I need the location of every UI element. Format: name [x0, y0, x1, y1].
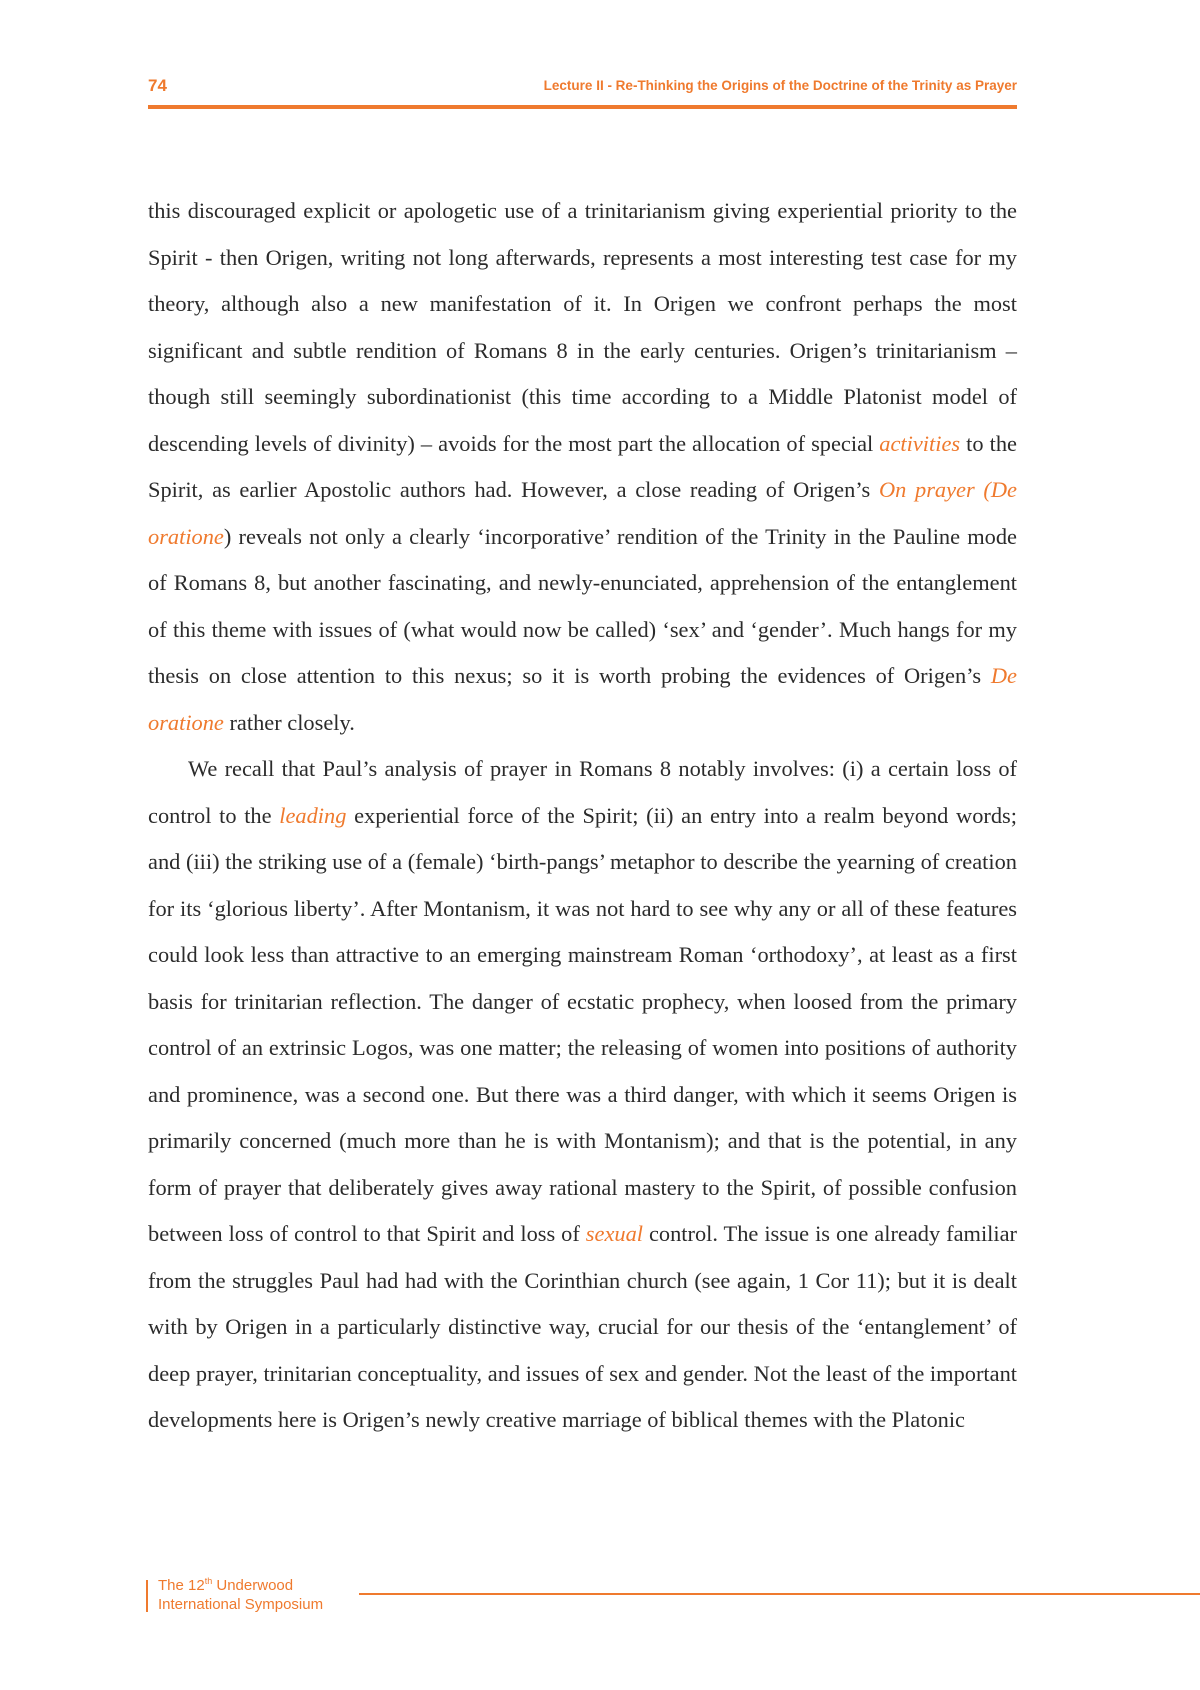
text-run: ) reveals not only a clearly ‘incorporative’ rendition of the Trinity in the Pauline mode of Romans 8, but another fascinating, and newly-enunciated, apprehension of the entanglement of this theme with issues of (what would now be called) ‘sex’ and ‘gender’. Much hangs for my thesis on close attention to this nexus; so it is worth probing the evidences of Origen’s [148, 523, 1017, 688]
page-footer [146, 1576, 1200, 1622]
text-run: to the Spirit, as earlier Apostolic authors had. However, a close reading of Origen’s [148, 430, 1017, 502]
text-run: control. The issue is one already familiar from the struggles Paul had had with the Corinthian church (see again, 1 Cor 11); but it is dealt with by Origen in a particularly distinctive way, crucial for our thesis of the ‘entanglement’ of deep prayer, trinitarian conceptuality, and issues of sex and gender. Not the least of the important developments here is Origen’s newly creative marriage of biblical themes with the Platonic [148, 1221, 1018, 1432]
page-number: 74 [148, 76, 167, 95]
footer-symposium-label [158, 1576, 323, 1614]
text-run: ( [974, 477, 991, 502]
text-run: We recall that Paul’s analysis of prayer in Romans 8 notably involves: (i) a certain loss of control to the [148, 756, 1017, 828]
footer-text: The 12 [158, 1577, 205, 1594]
header-rule [148, 105, 1017, 109]
emphasis-activities: activities [879, 430, 961, 456]
text-run: rather closely. [223, 709, 355, 735]
text-run: experiential force of the Spirit; (ii) an entry into a realm beyond words; and (iii) the striking use of a (female) ‘birth-pangs’ metaphor to describe the yearning of creation for its ‘glorious liberty’. After Montanism, it was not hard to see why any or all of these features could look less than attractive to an emerging mainstream Roman ‘orthodoxy’, at least as a first basis for trinitarian reflection. The danger of ecstatic prophecy, when loosed from the primary control of an extrinsic Logos, was one matter; the releasing of women into positions of authority and prominence, was a second one. But there was a third danger, with which it seems Origen is primarily concerned (much more than he is with Montanism); and that is the potential, in any form of prayer that deliberately gives away rational mastery to the Spirit, of possible confusion between loss of control to that Spirit and loss of [148, 802, 1017, 1246]
emphasis-de-oratione: De oratione [148, 477, 1017, 549]
text-run: this discouraged explicit or apologetic use of a trinitarianism giving experiential priority to the Spirit - then Origen, writing not long afterwards, represents a most interesting test case for my theory, although also a new manifestation of it. In Origen we confront perhaps the most significant and subtle rendition of Romans 8 in the early centuries. Origen’s trinitarianism – though still seemingly subordinationist (this time according to a Middle Platonist model of descending levels of divinity) – avoids for the most part the allocation of special [148, 198, 1017, 456]
emphasis-de-oratione-2: De oratione [148, 663, 1017, 735]
page-header [148, 74, 1017, 110]
footer-line-2: International Symposium [158, 1596, 324, 1613]
paragraph-2 [148, 746, 1017, 1444]
footer-bar [146, 1580, 148, 1612]
emphasis-leading: leading [279, 802, 347, 828]
running-title: Lecture II - Re-Thinking the Origins of the Doctrine of the Trinity as Prayer [543, 78, 1017, 93]
footer-line-1 [158, 1576, 323, 1595]
footer-text: Underwood [212, 1577, 294, 1594]
emphasis-on-prayer: On prayer [878, 477, 975, 502]
emphasis-sexual: sexual [585, 1221, 643, 1246]
paragraph-1 [148, 188, 1017, 746]
footer-rule [359, 1593, 1200, 1595]
body-text [148, 188, 1017, 1444]
footer-superscript: th [204, 1576, 213, 1586]
